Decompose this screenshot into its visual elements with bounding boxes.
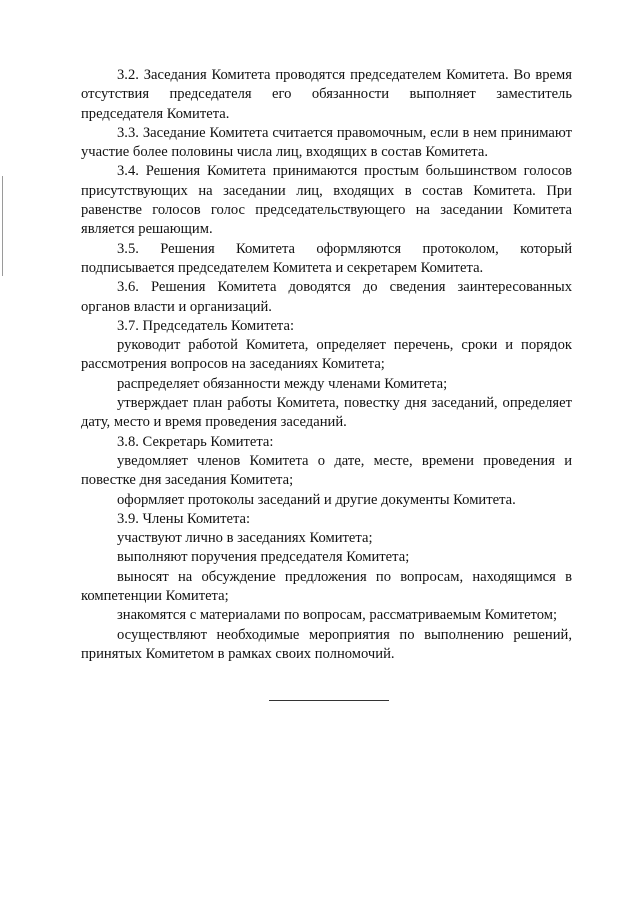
secretary-duty-2: оформляет протоколы заседаний и другие документы Комитета.: [117, 491, 516, 508]
paragraph-3-9-heading: 3.9. Члены Комитета:: [117, 510, 251, 527]
paragraph-3-4: 3.4. Решения Комитета принимаются простым большинством голосов присутствующих на заседании лиц, входящих в состав Комитета. При равенстве голосов голос председательствующего на заседании Комитета является решающим.: [81, 163, 572, 238]
member-duty-4: знакомятся с материалами по вопросам, рассматриваемым Комитетом;: [117, 607, 558, 624]
member-duty-3: выносят на обсуждение предложения по вопросам, находящимся в компетенции Комитета;: [81, 568, 572, 605]
document-body: [81, 66, 572, 664]
chairman-duty-1: руководит работой Комитета, определяет перечень, сроки и порядок рассмотрения вопросов на заседаниях Комитета;: [81, 337, 572, 373]
paragraph-3-5: 3.5. Решения Комитета оформляются протоколом, который подписывается председателем Комитета и секретарем Комитета.: [81, 240, 572, 276]
member-duty-1: участвуют лично в заседаниях Комитета;: [117, 530, 373, 547]
paragraph-3-7-heading: 3.7. Председатель Комитета:: [117, 317, 295, 334]
scan-edge-mark: [2, 176, 3, 276]
end-separator-line: [269, 700, 389, 701]
paragraph-3-3: 3.3. Заседание Комитета считается правомочным, если в нем принимают участие более половины числа лиц, входящих в состав Комитета.: [81, 124, 572, 161]
member-duty-5: осуществляют необходимые мероприятия по выполнению решений, принятых Комитетом в рамках своих полномочий.: [81, 626, 572, 662]
paragraph-3-2: 3.2. Заседания Комитета проводятся председателем Комитета. Во время отсутствия председателя его обязанности выполняет заместитель председателя Комитета.: [81, 67, 572, 122]
secretary-duty-1: уведомляет членов Комитета о дате, месте, времени проведения и повестке дня заседания Комитета;: [81, 452, 572, 489]
paragraph-3-6: 3.6. Решения Комитета доводятся до сведения заинтересованных органов власти и организаций.: [81, 279, 572, 315]
paragraph-3-8-heading: 3.8. Секретарь Комитета:: [117, 433, 274, 450]
chairman-duty-3: утверждает план работы Комитета, повестку дня заседаний, определяет дату, место и время проведения заседаний.: [81, 395, 572, 431]
chairman-duty-2: распределяет обязанности между членами Комитета;: [117, 375, 448, 392]
member-duty-2: выполняют поручения председателя Комитета;: [117, 549, 410, 566]
